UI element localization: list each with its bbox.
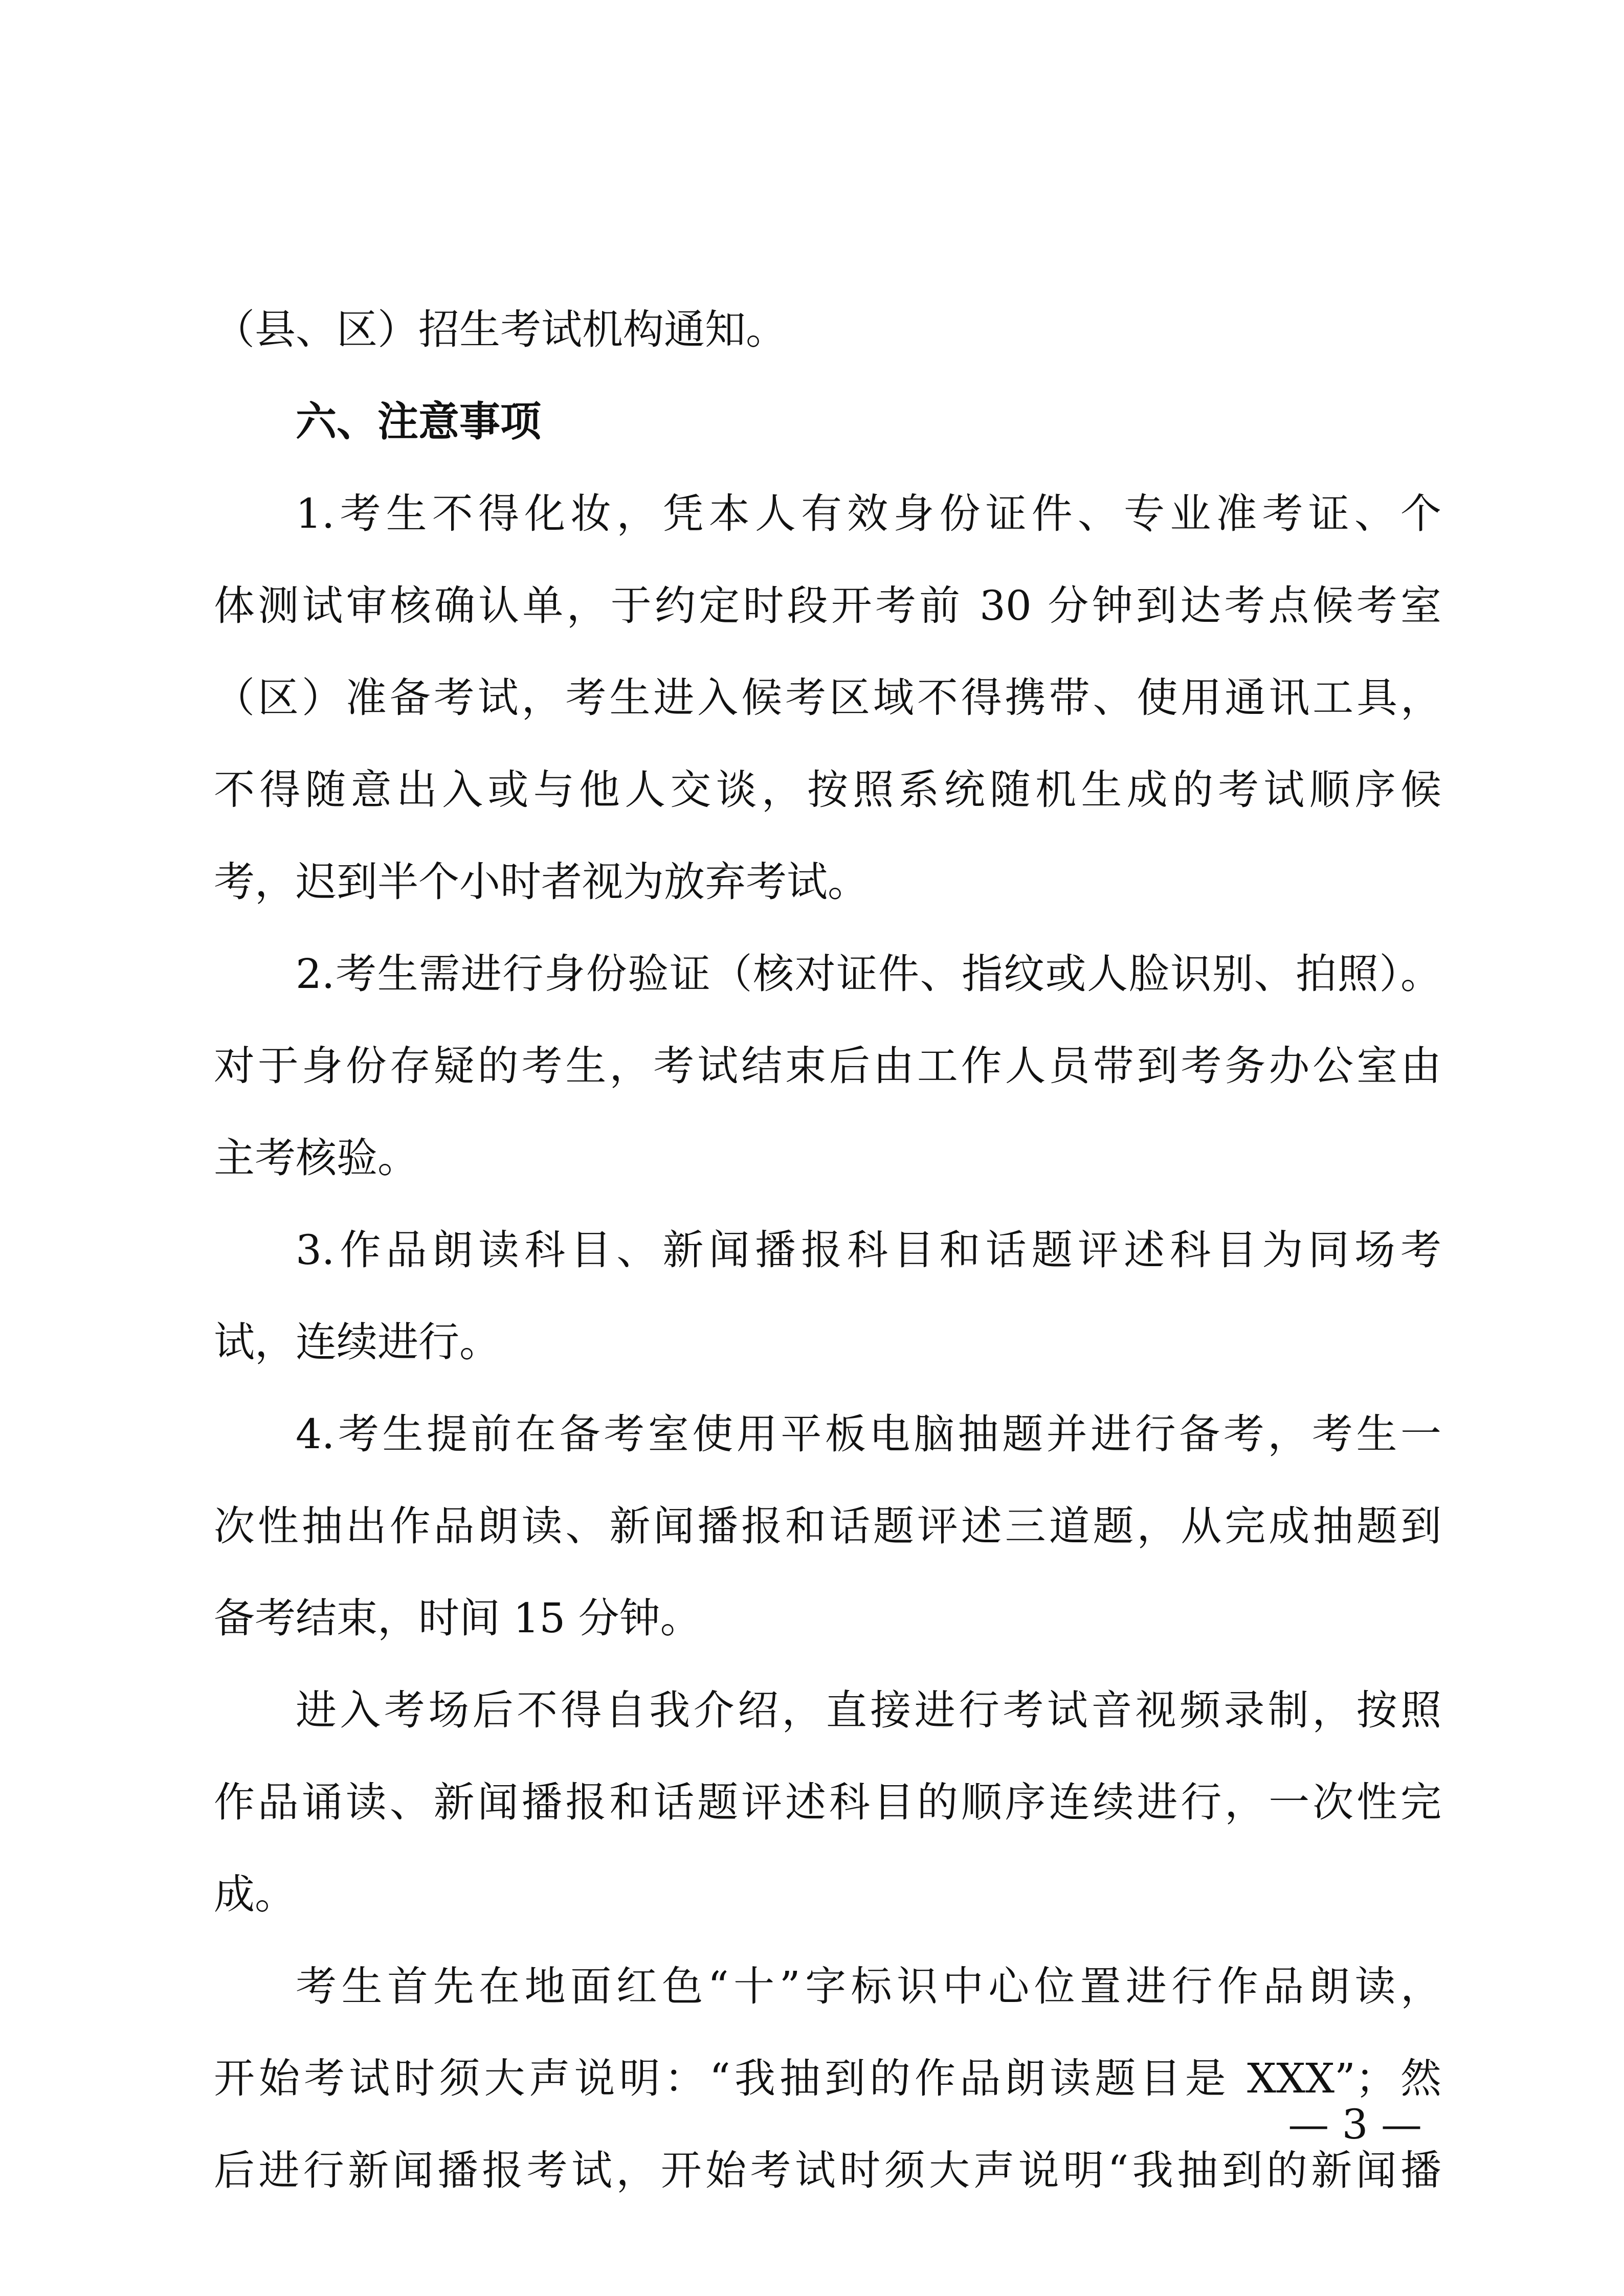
section-heading: 六、注意事项	[296, 398, 541, 445]
text-line: 2.考生需进行身份验证（核对证件、指纹或人脸识别、拍照）。	[296, 950, 1441, 998]
page-number: — 3 —	[1288, 2101, 1422, 2148]
text-line: 考，迟到半个小时者视为放弃考试。	[214, 858, 869, 906]
body-text	[214, 284, 1441, 2217]
text-line: 4.考生提前在备考室使用平板电脑抽题并进行备考，考生一	[296, 1410, 1441, 1458]
text-line: 3.作品朗读科目、新闻播报科目和话题评述科目为同场考	[296, 1226, 1441, 1274]
text-line: 试，连续进行。	[214, 1318, 500, 1366]
text-line: 成。	[214, 1871, 296, 1918]
text-line: 考生首先在地面红色“十”字标识中心位置进行作品朗读，	[296, 1963, 1441, 2010]
text-line: 次性抽出作品朗读、新闻播报和话题评述三道题，从完成抽题到	[214, 1502, 1441, 1550]
text-line: 作品诵读、新闻播报和话题评述科目的顺序连续进行，一次性完	[214, 1779, 1441, 1826]
text-line: 后进行新闻播报考试，开始考试时须大声说明“我抽到的新闻播	[214, 2147, 1441, 2194]
text-line: 备考结束，时间 15 分钟。	[214, 1594, 701, 1642]
text-line: 主考核验。	[214, 1134, 418, 1182]
text-line: 1.考生不得化妆，凭本人有效身份证件、专业准考证、个	[296, 490, 1441, 537]
text-line: （县、区）招生考试机构通知。	[214, 306, 787, 353]
text-line: （区）准备考试，考生进入候考区域不得携带、使用通讯工具，	[214, 674, 1441, 722]
text-line: 开始考试时须大声说明：“我抽到的作品朗读题目是 XXX”；然	[214, 2055, 1441, 2102]
text-line: 体测试审核确认单，于约定时段开考前 30 分钟到达考点候考室	[214, 582, 1441, 629]
text-line: 不得随意出入或与他人交谈，按照系统随机生成的考试顺序候	[214, 766, 1441, 814]
text-line: 进入考场后不得自我介绍，直接进行考试音视频录制，按照	[296, 1686, 1441, 1734]
text-line: 对于身份存疑的考生，考试结束后由工作人员带到考务办公室由	[214, 1042, 1441, 1090]
